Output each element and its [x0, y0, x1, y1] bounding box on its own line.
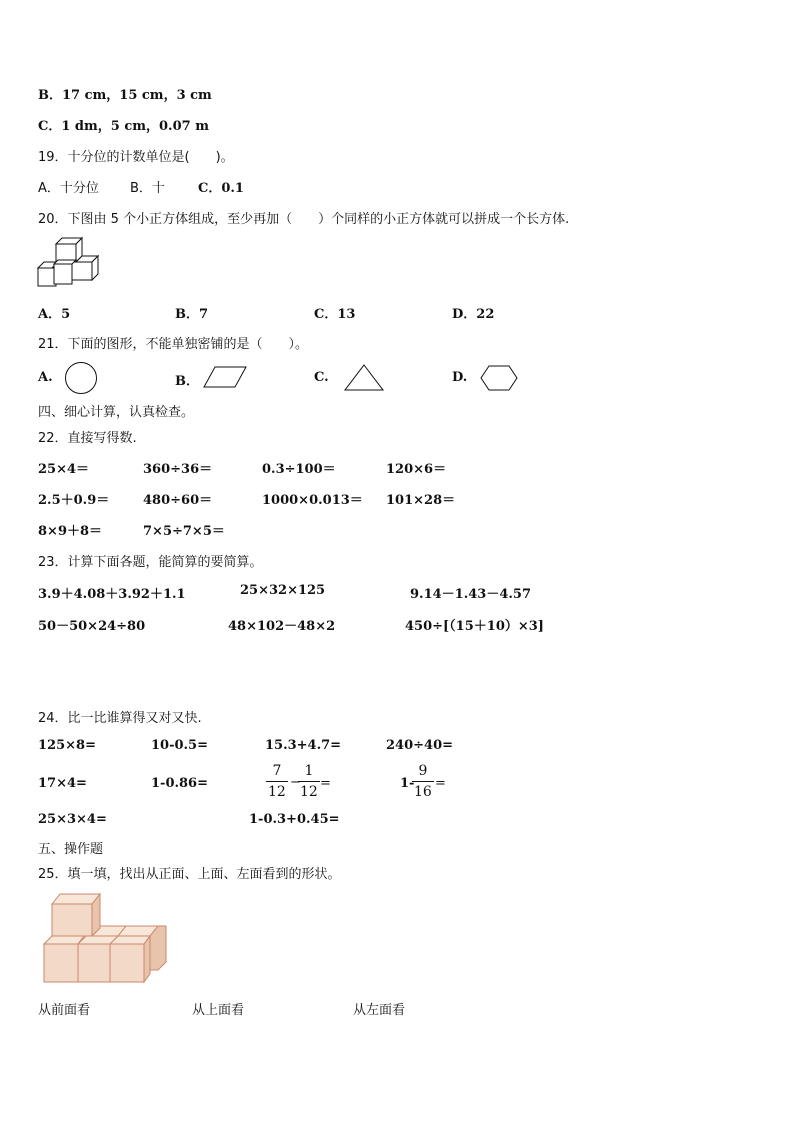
q23-item: 3.9＋4.08＋3.92＋1.1	[38, 587, 186, 602]
q21-option-a: A.	[38, 370, 53, 385]
q19-option-a: A．十分位	[38, 181, 99, 196]
denominator: 16	[414, 784, 432, 800]
hexagon-shape	[480, 365, 518, 391]
q20-stem: 20．下图由 5 个小正方体组成，至少再加（ ）个同样的小正方体就可以拼成一个长方体.	[38, 212, 570, 227]
fraction-9-16	[412, 763, 434, 800]
view-left-label: 从左面看	[353, 1003, 406, 1018]
q19-stem: 19．十分位的计数单位是( )。	[38, 150, 234, 165]
q22-item: 8×9＋8＝	[38, 524, 103, 539]
q22-item: 360÷36＝	[143, 462, 213, 477]
equals-sign: =	[320, 776, 331, 791]
section-5-heading: 五、操作题	[38, 842, 104, 857]
q24-item: 1-0.86=	[151, 776, 208, 791]
q24-item: 15.3+4.7=	[265, 738, 342, 753]
fraction-1-12	[298, 763, 320, 800]
q22-item: 0.3÷100＝	[262, 462, 336, 477]
denominator: 12	[300, 784, 318, 800]
q19-option-b: B．十	[130, 181, 165, 196]
q18-option-b: B．17 cm，15 cm，3 cm	[38, 88, 212, 103]
q22-item: 1000×0.013＝	[262, 493, 363, 508]
q24-item: 125×8=	[38, 738, 96, 753]
section-4-heading: 四、细心计算，认真检查。	[38, 405, 195, 420]
q25-stem: 25．填一填，找出从正面、上面、左面看到的形状。	[38, 867, 341, 882]
q24-item: 1-0.3+0.45=	[249, 812, 340, 827]
q23-item: 48×102－48×2	[228, 619, 336, 634]
q20-option-d: D．22	[452, 307, 495, 322]
q22-item: 480÷60＝	[143, 493, 213, 508]
q24-item: 10-0.5=	[151, 738, 208, 753]
q24-item: 240÷40=	[386, 738, 454, 753]
q22-item: 25×4＝	[38, 462, 90, 477]
parallelogram-shape	[203, 366, 247, 388]
equals-sign: =	[435, 776, 446, 791]
cube-stack-figure	[36, 236, 102, 288]
q24-item: 25×3×4=	[38, 812, 107, 827]
q24-item: 17×4=	[38, 776, 87, 791]
numerator: 9	[418, 763, 428, 779]
q22-item: 2.5＋0.9＝	[38, 493, 110, 508]
q22-item: 120×6＝	[386, 462, 447, 477]
q21-option-c: C.	[314, 370, 329, 385]
q22-item: 101×28＝	[386, 493, 456, 508]
q23-item: 450÷[（15＋10）×3]	[405, 619, 544, 634]
q22-stem: 22．直接写得数.	[38, 431, 137, 446]
denominator: 12	[268, 784, 286, 800]
colored-cube-figure	[42, 890, 170, 985]
circle-shape	[64, 361, 98, 395]
q21-stem: 21．下面的图形，不能单独密铺的是（ ）。	[38, 337, 309, 352]
q22-item: 7×5÷7×5＝	[143, 524, 225, 539]
q21-option-b: B．	[175, 374, 199, 389]
q23-item: 50－50×24÷80	[38, 619, 146, 634]
q21-option-d: D.	[452, 370, 468, 385]
numerator: 1	[304, 763, 314, 779]
fraction-7-12	[266, 763, 288, 800]
q23-stem: 23．计算下面各题，能简算的要简算。	[38, 555, 263, 570]
q20-option-b: B．7	[175, 307, 209, 322]
q20-option-c: C．13	[314, 307, 356, 322]
q23-item: 9.14－1.43－4.57	[410, 587, 531, 602]
view-front-label: 从前面看	[38, 1003, 91, 1018]
q18-option-c: C．1 dm，5 cm，0.07 m	[38, 119, 209, 134]
q20-option-a: A．5	[38, 307, 71, 322]
view-top-label: 从上面看	[192, 1003, 245, 1018]
one-minus: 1-	[400, 776, 415, 791]
q19-option-c: C．0.1	[198, 181, 244, 196]
numerator: 7	[272, 763, 282, 779]
q24-stem: 24．比一比谁算得又对又快.	[38, 711, 202, 726]
minus-sign: −	[290, 775, 301, 790]
triangle-shape	[343, 364, 385, 392]
q23-item: 25×32×125	[240, 583, 326, 598]
